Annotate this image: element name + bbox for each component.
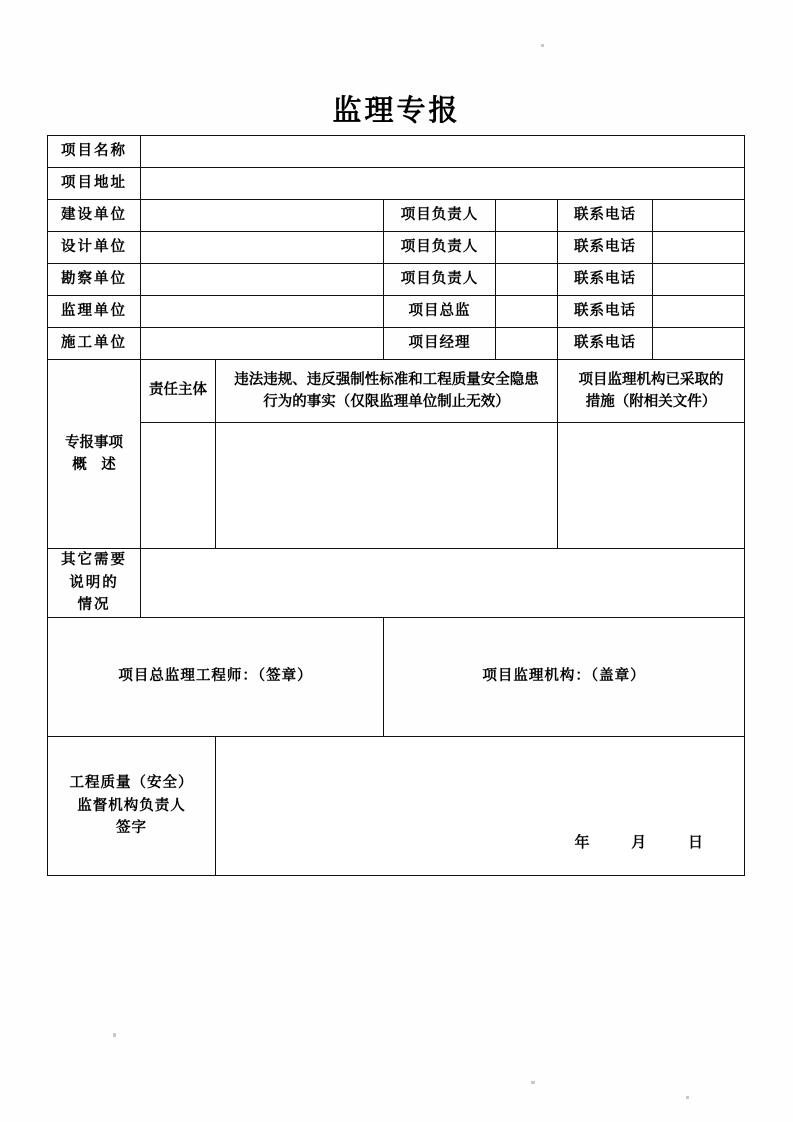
measures-header-line1: 项目监理机构已采取的 xyxy=(578,371,724,388)
field-facts[interactable] xyxy=(216,423,558,549)
other-note-line3: 情况 xyxy=(77,597,111,614)
scan-speck xyxy=(113,1033,116,1037)
supervisor-label-line2: 监督机构负责人 xyxy=(77,797,186,814)
scan-speck xyxy=(686,1096,689,1099)
table-row xyxy=(48,232,745,264)
field-construction-person[interactable] xyxy=(496,200,558,232)
field-construction-phone[interactable] xyxy=(653,200,745,232)
field-survey-unit[interactable] xyxy=(141,264,384,296)
column-header-facts xyxy=(216,360,558,423)
field-supervision-person[interactable] xyxy=(496,296,558,328)
summary-header-row xyxy=(48,360,745,423)
table-row xyxy=(48,328,745,360)
table-row xyxy=(48,264,745,296)
column-header-responsible: 责任主体 xyxy=(141,360,216,423)
other-note-line1: 其它需要 xyxy=(61,552,127,569)
field-design-phone[interactable] xyxy=(653,232,745,264)
label-other-note xyxy=(48,549,141,618)
date-day-label: 日 xyxy=(688,835,705,852)
facts-header-line2: 行为的事实（仅限监理单位制止无效） xyxy=(263,394,510,410)
table-row xyxy=(48,200,745,232)
label-survey-phone: 联系电话 xyxy=(558,264,653,296)
column-header-measures xyxy=(558,360,745,423)
scan-speck xyxy=(541,44,544,47)
supervision-report-form xyxy=(47,135,745,876)
field-chief-engineer-signature[interactable]: 项目总监理工程师：（签章） xyxy=(48,618,384,737)
label-supervision-unit: 监理单位 xyxy=(48,296,141,328)
field-design-person[interactable] xyxy=(496,232,558,264)
label-project-manager: 项目经理 xyxy=(384,328,496,360)
table-row xyxy=(48,168,745,200)
signature-row xyxy=(48,618,745,737)
field-supervision-org-seal[interactable]: 项目监理机构：（盖章） xyxy=(384,618,745,737)
field-contractor-phone[interactable] xyxy=(653,328,745,360)
field-supervisor-signature[interactable] xyxy=(216,737,745,876)
label-project-name: 项目名称 xyxy=(48,136,141,168)
label-supervision-phone: 联系电话 xyxy=(558,296,653,328)
field-design-unit[interactable] xyxy=(141,232,384,264)
field-survey-phone[interactable] xyxy=(653,264,745,296)
other-note-row xyxy=(48,549,745,618)
label-construction-person: 项目负责人 xyxy=(384,200,496,232)
label-design-phone: 联系电话 xyxy=(558,232,653,264)
summary-body-row xyxy=(48,423,745,549)
date-line xyxy=(539,833,705,855)
field-supervision-phone[interactable] xyxy=(653,296,745,328)
summary-label-line1: 专报事项 xyxy=(65,434,123,451)
label-chief-supervisor: 项目总监 xyxy=(384,296,496,328)
label-contractor-unit: 施工单位 xyxy=(48,328,141,360)
label-summary-section xyxy=(48,360,141,549)
label-survey-person: 项目负责人 xyxy=(384,264,496,296)
facts-header-line1: 违法违规、违反强制性标准和工程质量安全隐患 xyxy=(234,371,539,388)
summary-label-line2: 概 述 xyxy=(72,457,116,473)
supervisor-label-line1: 工程质量（安全） xyxy=(69,775,194,792)
field-survey-person[interactable] xyxy=(496,264,558,296)
label-supervisor-signature xyxy=(48,737,216,876)
date-year-label: 年 xyxy=(574,835,591,852)
supervisor-row xyxy=(48,737,745,876)
table-row xyxy=(48,136,745,168)
label-construction-unit: 建设单位 xyxy=(48,200,141,232)
label-design-unit: 设计单位 xyxy=(48,232,141,264)
field-contractor-person[interactable] xyxy=(496,328,558,360)
page-title: 监理专报 xyxy=(332,95,461,127)
measures-header-line2: 措施（附相关文件） xyxy=(585,394,717,410)
table-row xyxy=(48,296,745,328)
scan-speck xyxy=(531,1081,535,1084)
field-contractor-unit[interactable] xyxy=(141,328,384,360)
field-supervision-unit[interactable] xyxy=(141,296,384,328)
label-design-person: 项目负责人 xyxy=(384,232,496,264)
field-project-address[interactable] xyxy=(141,168,745,200)
field-project-name[interactable] xyxy=(141,136,745,168)
other-note-line2: 说明的 xyxy=(69,574,119,591)
label-contractor-phone: 联系电话 xyxy=(558,328,653,360)
field-measures[interactable] xyxy=(558,423,745,549)
field-other-note[interactable] xyxy=(141,549,745,618)
label-project-address: 项目地址 xyxy=(48,168,141,200)
label-survey-unit: 勘察单位 xyxy=(48,264,141,296)
supervisor-label-line3: 签字 xyxy=(116,820,147,837)
field-construction-unit[interactable] xyxy=(141,200,384,232)
field-responsible[interactable] xyxy=(141,423,216,549)
label-construction-phone: 联系电话 xyxy=(558,200,653,232)
date-month-label: 月 xyxy=(631,835,648,852)
